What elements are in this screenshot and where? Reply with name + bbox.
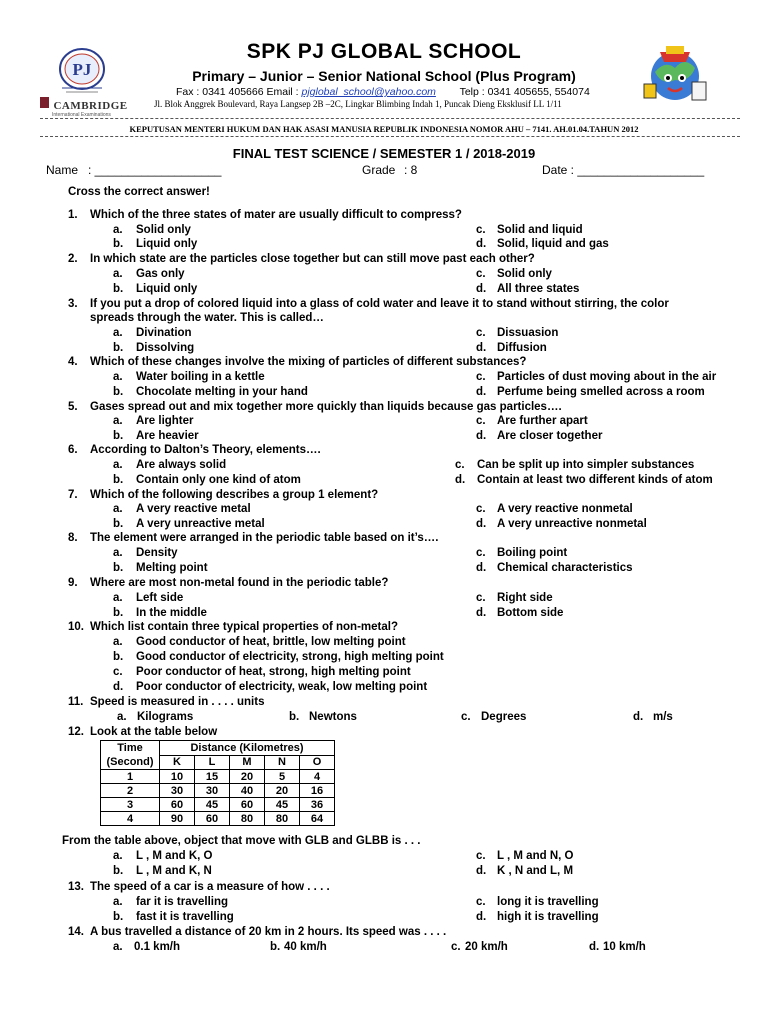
- question-number: 12.: [68, 726, 84, 738]
- option-letter[interactable]: b.: [113, 283, 124, 295]
- option-letter[interactable]: a.: [113, 547, 123, 559]
- question-text: Which of these changes involve the mixing of particles of different substances?: [90, 356, 527, 368]
- option-text[interactable]: Liquid only: [136, 283, 198, 295]
- option-text[interactable]: Kilograms: [137, 711, 194, 723]
- cambridge-logo: [40, 96, 128, 118]
- option-letter[interactable]: c.: [476, 371, 486, 383]
- time-header: Time: [117, 742, 143, 754]
- question-number: 13.: [68, 881, 84, 893]
- option-text[interactable]: Good conductor of electricity, strong, high melting point: [136, 651, 444, 663]
- question-number: 5.: [68, 401, 78, 413]
- option-text[interactable]: Are always solid: [136, 459, 227, 471]
- option-text[interactable]: Boiling point: [497, 547, 568, 559]
- option-text[interactable]: Density: [136, 547, 178, 559]
- option-letter[interactable]: a.: [113, 503, 123, 515]
- option-letter[interactable]: d.: [633, 711, 644, 723]
- question-number: 10.: [68, 621, 84, 633]
- option-text[interactable]: Can be split up into simpler substances: [477, 459, 695, 471]
- option-letter[interactable]: d.: [476, 386, 487, 398]
- option-letter[interactable]: b.: [113, 865, 124, 877]
- option-letter[interactable]: d.: [455, 474, 466, 486]
- question-text: In which state are the particles close together but can still move past each other?: [90, 253, 535, 265]
- option-text[interactable]: Good conductor of heat, brittle, low melting point: [136, 636, 406, 648]
- question-text: The speed of a car is a measure of how . . . .: [90, 881, 330, 893]
- option-letter[interactable]: b.: [113, 342, 124, 354]
- option-text[interactable]: long it is travelling: [497, 896, 599, 908]
- option-letter[interactable]: a.: [113, 327, 123, 339]
- email-link[interactable]: pjglobal_school@yahoo.com: [301, 86, 436, 98]
- question-text: Where are most non-metal found in the periodic table?: [90, 577, 389, 589]
- option-letter[interactable]: b.: [113, 386, 124, 398]
- question-text: The element were arranged in the periodic table based on it’s….: [90, 532, 439, 544]
- option-letter[interactable]: a.: [113, 941, 123, 953]
- option-letter[interactable]: c.: [451, 941, 461, 953]
- table-cell: 1: [101, 770, 160, 784]
- option-letter[interactable]: c.: [476, 592, 486, 604]
- table-cell: 45: [195, 798, 230, 812]
- date-field[interactable]: Date : ___________________: [542, 163, 705, 177]
- cambridge-subtext: International Examinations: [52, 112, 111, 118]
- option-text[interactable]: A very reactive metal: [136, 503, 251, 515]
- option-letter[interactable]: a.: [117, 711, 127, 723]
- table-cell: 80: [265, 812, 300, 826]
- option-text[interactable]: Bottom side: [497, 607, 564, 619]
- option-text[interactable]: Dissuasion: [497, 327, 559, 339]
- table-cell: 3: [101, 798, 160, 812]
- option-text[interactable]: Solid only: [136, 224, 191, 236]
- option-text[interactable]: Are heavier: [136, 430, 199, 442]
- question-text: Gases spread out and mix together more quickly than liquids because gas particles….: [90, 401, 562, 413]
- option-letter[interactable]: d.: [113, 681, 124, 693]
- table-cell: 10: [160, 770, 195, 784]
- exam-title: FINAL TEST SCIENCE / SEMESTER 1 / 2018-2019: [232, 146, 536, 161]
- name-label: Name: [46, 163, 79, 177]
- table-cell: 20: [265, 784, 300, 798]
- time-header-cell: [101, 741, 160, 770]
- header-divider-bottom: [40, 136, 740, 137]
- table-cell: 60: [195, 812, 230, 826]
- option-text[interactable]: Are closer together: [497, 430, 603, 442]
- question-text: According to Dalton’s Theory, elements….: [90, 444, 321, 456]
- grade-value: : 8: [404, 163, 418, 177]
- table-cell: 4: [300, 770, 335, 784]
- option-text[interactable]: L , M and K, O: [136, 850, 213, 862]
- option-letter[interactable]: a.: [113, 459, 123, 471]
- option-letter[interactable]: d.: [476, 518, 487, 530]
- instruction: Cross the correct answer!: [68, 186, 210, 198]
- object-header: L: [195, 755, 230, 770]
- option-letter[interactable]: a.: [113, 896, 123, 908]
- option-letter[interactable]: b.: [113, 607, 124, 619]
- option-letter[interactable]: d.: [476, 342, 487, 354]
- option-letter[interactable]: a.: [113, 371, 123, 383]
- option-letter[interactable]: b.: [113, 238, 124, 250]
- table-cell: 45: [265, 798, 300, 812]
- option-text[interactable]: Chemical characteristics: [497, 562, 633, 574]
- option-text[interactable]: Are further apart: [497, 415, 588, 427]
- option-letter[interactable]: b.: [270, 941, 281, 953]
- question-number: 3.: [68, 298, 78, 310]
- table-cell: 60: [160, 798, 195, 812]
- question-text: Which of the following describes a group 1 element?: [90, 489, 379, 501]
- option-text[interactable]: Gas only: [136, 268, 185, 280]
- question-number: 14.: [68, 926, 84, 938]
- option-text[interactable]: high it is travelling: [497, 911, 599, 923]
- question-number: 8.: [68, 532, 78, 544]
- question-number: 1.: [68, 209, 78, 221]
- question-number: 9.: [68, 577, 78, 589]
- table-cell: 20: [230, 770, 265, 784]
- question-text: If you put a drop of colored liquid into a glass of cold water and leave it to stand without stirring, the color: [90, 298, 669, 310]
- option-letter[interactable]: b.: [113, 430, 124, 442]
- option-text[interactable]: Particles of dust moving about in the air: [497, 371, 717, 383]
- object-header: K: [160, 755, 195, 770]
- option-text[interactable]: 0.1 km/h: [134, 941, 181, 953]
- fax-email-label: Fax : 0341 405666 Email :: [176, 86, 299, 98]
- table-cell: 5: [265, 770, 300, 784]
- phone-text: Telp : 0341 405655, 554074: [459, 86, 590, 98]
- option-text[interactable]: All three states: [497, 283, 580, 295]
- table-cell: 36: [300, 798, 335, 812]
- table-cell: 30: [160, 784, 195, 798]
- option-text[interactable]: Water boiling in a kettle: [136, 371, 265, 383]
- option-text[interactable]: L , M and K, N: [136, 865, 212, 877]
- decree-text: KEPUTUSAN MENTERI HUKUM DAN HAK ASASI MANUSIA REPUBLIK INDONESIA NOMOR AHU – 7141. AH.01.04.TAHUN 2012: [129, 124, 639, 134]
- distance-header: Distance (Kilometres): [160, 741, 335, 756]
- address-line: Jl. Blok Anggrek Boulevard, Raya Langsep 2B –2C, Lingkar Blimbing Indah 1, Puncak Dieng Eksklusif LL 1/11: [154, 99, 562, 109]
- grade-label: Grade: [362, 163, 396, 177]
- option-letter[interactable]: c.: [476, 327, 486, 339]
- option-text[interactable]: Degrees: [481, 711, 527, 723]
- option-text[interactable]: Newtons: [309, 711, 357, 723]
- option-text[interactable]: Solid, liquid and gas: [497, 238, 609, 250]
- option-letter[interactable]: d.: [476, 430, 487, 442]
- option-letter[interactable]: a.: [113, 850, 123, 862]
- school-name: SPK PJ GLOBAL SCHOOL: [246, 40, 522, 63]
- question-number: 11.: [68, 696, 84, 708]
- option-letter[interactable]: c.: [455, 459, 465, 471]
- option-letter[interactable]: d.: [476, 238, 487, 250]
- question-number: 6.: [68, 444, 78, 456]
- cambridge-text: CAMBRIDGE: [53, 100, 128, 112]
- table-row: [101, 770, 335, 784]
- option-letter[interactable]: c.: [476, 268, 486, 280]
- table-row: [101, 798, 335, 812]
- option-letter[interactable]: b.: [113, 474, 124, 486]
- question-number: 2.: [68, 253, 78, 265]
- option-letter[interactable]: a.: [113, 268, 123, 280]
- option-letter[interactable]: c.: [113, 666, 123, 678]
- table-cell: 64: [300, 812, 335, 826]
- option-letter[interactable]: c.: [476, 415, 486, 427]
- option-text[interactable]: L , M and N, O: [497, 850, 574, 862]
- option-letter[interactable]: c.: [476, 850, 486, 862]
- table-cell: 80: [230, 812, 265, 826]
- option-letter[interactable]: d.: [476, 911, 487, 923]
- option-text[interactable]: 10 km/h: [603, 941, 646, 953]
- option-text[interactable]: far it is travelling: [136, 896, 229, 908]
- option-text[interactable]: Solid only: [497, 268, 552, 280]
- object-header: O: [300, 755, 335, 770]
- option-text[interactable]: 20 km/h: [465, 941, 508, 953]
- object-header: M: [230, 755, 265, 770]
- table-cell: 30: [195, 784, 230, 798]
- option-letter[interactable]: c.: [476, 224, 486, 236]
- option-text[interactable]: Left side: [136, 592, 184, 604]
- contact-line: [176, 86, 590, 98]
- question-number: 4.: [68, 356, 78, 368]
- question-text-after-table: From the table above, object that move with GLB and GLBB is . . .: [62, 835, 421, 847]
- table-cell: 60: [230, 798, 265, 812]
- time-unit-header: (Second): [106, 756, 154, 768]
- option-text[interactable]: Diffusion: [497, 342, 547, 354]
- option-letter[interactable]: d.: [476, 607, 487, 619]
- option-letter[interactable]: c.: [461, 711, 471, 723]
- option-text[interactable]: fast it is travelling: [136, 911, 234, 923]
- table-cell: 2: [101, 784, 160, 798]
- option-text[interactable]: Contain at least two different kinds of atom: [477, 474, 713, 486]
- option-letter[interactable]: b.: [113, 911, 124, 923]
- question-text: A bus travelled a distance of 20 km in 2 hours. Its speed was . . . .: [90, 926, 447, 938]
- option-letter[interactable]: d.: [589, 941, 600, 953]
- question-text: Which of the three states of mater are usually difficult to compress?: [90, 209, 462, 221]
- option-text[interactable]: Poor conductor of electricity, weak, low melting point: [136, 681, 428, 693]
- option-text[interactable]: Contain only one kind of atom: [136, 474, 301, 486]
- question-text: Look at the table below: [90, 726, 218, 738]
- object-header: N: [265, 755, 300, 770]
- option-letter[interactable]: d.: [476, 562, 487, 574]
- option-letter[interactable]: c.: [476, 896, 486, 908]
- option-letter[interactable]: b.: [113, 562, 124, 574]
- option-letter[interactable]: b.: [113, 518, 124, 530]
- question-text: Which list contain three typical properties of non-metal?: [90, 621, 398, 633]
- table-row: [101, 812, 335, 826]
- option-text[interactable]: Poor conductor of heat, strong, high melting point: [136, 666, 411, 678]
- option-letter[interactable]: c.: [476, 503, 486, 515]
- option-text[interactable]: Perfume being smelled across a room: [497, 386, 705, 398]
- option-text[interactable]: Dissolving: [136, 342, 195, 354]
- table-cell: 15: [195, 770, 230, 784]
- name-field[interactable]: : ___________________: [88, 163, 222, 177]
- option-letter[interactable]: b.: [113, 651, 124, 663]
- option-text[interactable]: A very unreactive nonmetal: [497, 518, 647, 530]
- option-text[interactable]: A very unreactive metal: [136, 518, 265, 530]
- question-text-continued: spreads through the water. This is called…: [90, 312, 324, 324]
- table-cell: 16: [300, 784, 335, 798]
- option-text[interactable]: Divination: [136, 327, 192, 339]
- option-letter[interactable]: d.: [476, 283, 487, 295]
- option-letter[interactable]: b.: [289, 711, 300, 723]
- distance-table: [100, 740, 335, 826]
- option-text[interactable]: Liquid only: [136, 238, 198, 250]
- table-cell: 4: [101, 812, 160, 826]
- school-subtitle: Primary – Junior – Senior National School (Plus Program): [192, 68, 576, 84]
- option-letter[interactable]: a.: [113, 415, 123, 427]
- option-text[interactable]: Melting point: [136, 562, 208, 574]
- option-text[interactable]: K , N and L, M: [497, 865, 574, 877]
- option-text[interactable]: Are lighter: [136, 415, 194, 427]
- option-letter[interactable]: a.: [113, 224, 123, 236]
- table-cell: 40: [230, 784, 265, 798]
- option-letter[interactable]: a.: [113, 636, 123, 648]
- header-divider-top: [40, 118, 740, 119]
- table-cell: 90: [160, 812, 195, 826]
- option-text[interactable]: 40 km/h: [284, 941, 327, 953]
- option-text[interactable]: m/s: [653, 711, 673, 723]
- option-letter[interactable]: a.: [113, 592, 123, 604]
- option-letter[interactable]: c.: [476, 547, 486, 559]
- option-text[interactable]: A very reactive nonmetal: [497, 503, 633, 515]
- question-number: 7.: [68, 489, 78, 501]
- table-row: [101, 784, 335, 798]
- option-text[interactable]: Chocolate melting in your hand: [136, 386, 308, 398]
- question-text: Speed is measured in . . . . units: [90, 696, 265, 708]
- option-text[interactable]: In the middle: [136, 607, 207, 619]
- option-text[interactable]: Right side: [497, 592, 553, 604]
- option-letter[interactable]: d.: [476, 865, 487, 877]
- svg-text:PJ: PJ: [72, 60, 92, 79]
- option-text[interactable]: Solid and liquid: [497, 224, 583, 236]
